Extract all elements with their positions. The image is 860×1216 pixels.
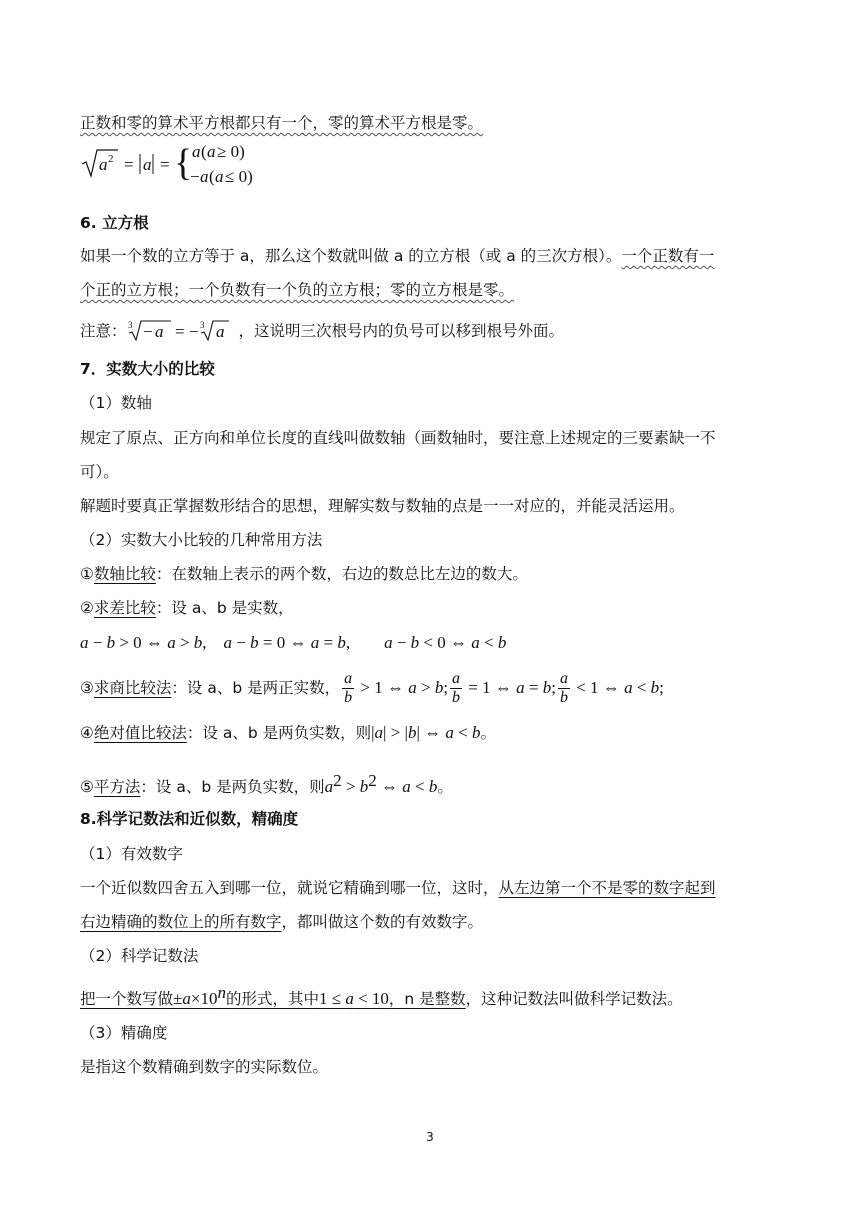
svg-text:a: a [192,142,201,161]
svg-text:=: = [124,155,134,174]
difference-formula: a − b > 0 ⇔ a > b, a − b = 0 ⇔ a = b, a − b < 0 ⇔ a < b [80,633,507,652]
page-number: 3 [426,1130,434,1144]
method-difference: ②求差比较：设 a、b 是实数， [80,599,294,617]
subsection-scientific-notation: （2）科学记数法 [80,947,199,965]
svg-text:{: { [174,142,193,184]
abs-sqrt-formula [80,140,260,188]
number-line-definition-2: 可）。 [80,463,119,481]
svg-text:a: a [215,322,225,341]
cube-root-definition-line2: 个正的立方根；一个负数有一个负的立方根；零的立方根是零。 [80,281,515,299]
svg-text:a: a [207,142,216,161]
section-8-title: 8.科学记数法和近似数，精确度 [80,810,299,828]
subsection-precision: （3）精确度 [80,1024,168,1042]
subsection-number-line: （1）数轴 [80,394,152,412]
method-absolute-value: ④绝对值比较法：设 a、b 是两负实数，则|a| > |b| ⇔ a < b。 [80,723,496,742]
svg-text:−: − [190,167,200,186]
significant-figures-line2: 右边精确的数位上的所有数字，都叫做这个数的有效数字。 [80,913,484,931]
cube-root-formula [127,318,239,342]
svg-text:a: a [215,167,224,186]
method-square: ⑤平方法：设 a、b 是两负实数，则$a^2 > b^2$ ⇔ a < b。 [80,771,453,797]
svg-text:a: a [200,167,209,186]
section-6-title: 6. 立方根 [80,214,149,232]
svg-text:3: 3 [127,320,133,330]
svg-text:≥ 0): ≥ 0) [217,142,245,161]
cube-root-definition-line1: 如果一个数的立方等于 a，那么这个数就叫做 a 的立方根（或 a 的三次方根）。一个正数有一 [80,247,715,265]
svg-text:a: a [99,155,108,174]
svg-text:=: = [160,155,170,174]
svg-text:=: = [174,322,185,341]
svg-text:(: ( [201,142,207,161]
svg-text:−: − [188,322,199,341]
svg-text:−: − [142,322,153,341]
precision-definition: 是指这个数精确到数字的实际数位。 [80,1058,329,1076]
scientific-notation-definition: 把一个数写做$\pm a\times 10^n$的形式，其中1 ≤ a < 10，n 是整数，这种记数法叫做科学记数法。 [80,983,683,1009]
cube-root-note: 注意： 3 − a = − 3 a ，这说明三次根号内的负号可以移到根号外面。 [80,320,565,341]
svg-text:≤ 0): ≤ 0) [225,167,253,186]
svg-text:3: 3 [199,320,205,330]
section-7-title: 7．实数大小的比较 [80,360,215,378]
method-number-line: ①数轴比较：在数轴上表示的两个数，右边的数总比左边的数大。 [80,565,528,583]
significant-figures-line1: 一个近似数四舍五入到哪一位，就说它精确到哪一位，这时，从左边第一个不是零的数字起到 [80,879,716,897]
number-line-application: 解题时要真正掌握数形结合的思想，理解实数与数轴的点是一一对应的，并能灵活运用。 [80,497,685,515]
method-quotient: ③求商比较法：设 a、b 是两正实数， $\frac{a}{b}$ > 1 ⇔ a > b; $\frac{a}{b}$ = 1 ⇔ a = b; $\frac{a}{b}$ < 1 ⇔ a < b; [80,670,664,706]
subsection-significant-figures: （1）有效数字 [80,845,183,863]
number-line-definition-1: 规定了原点、正方向和单位长度的直线叫做数轴（画数轴时，要注意上述规定的三要素缺一不 [80,429,716,447]
svg-text:(: ( [209,167,215,186]
subsection-comparison-methods: （2）实数大小比较的几种常用方法 [80,531,323,549]
svg-text:a: a [143,155,152,174]
svg-text:a: a [154,322,164,341]
svg-text:2: 2 [108,153,114,165]
sqrt-uniqueness-line: 正数和零的算术平方根都只有一个，零的算术平方根是零。 [80,114,484,132]
